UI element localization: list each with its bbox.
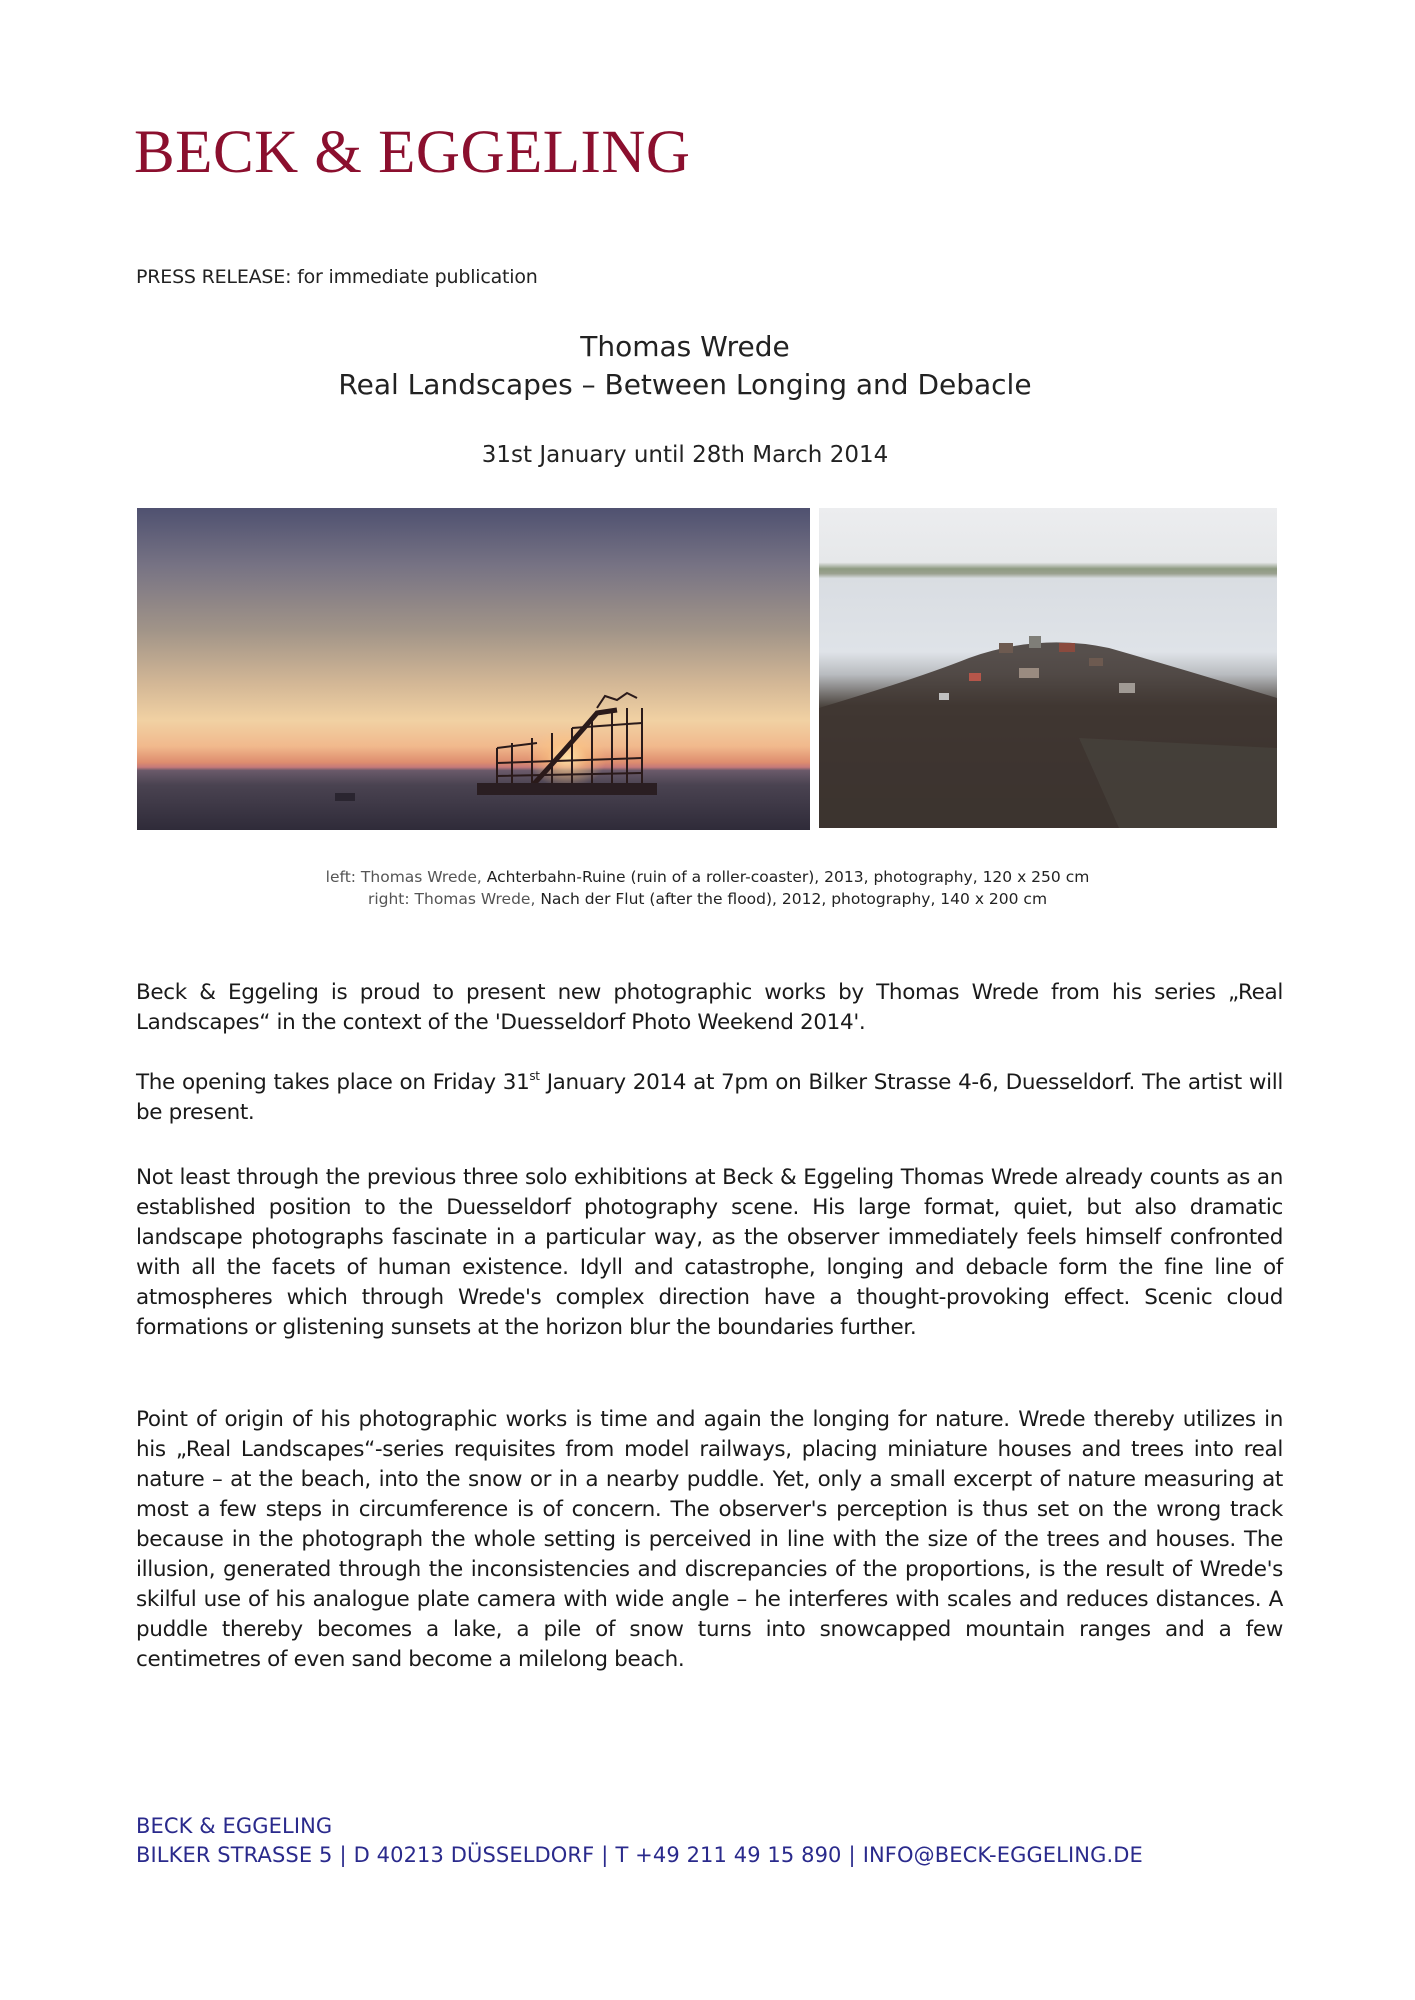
paragraph-method: Point of origin of his photographic works is time and again the longing for nature. Wrede thereby utilizes in his „Real Landscapes“-series requisites from model railways, placing miniature houses and trees into real nature – at the beach, into the snow or in a nearby puddle. Yet, only a small excerpt of nature measuring at most a few steps in circumference is of concern. The observer's perception is thus set on the wrong track because in the photograph the whole setting is perceived in line with the size of the trees and houses. The illusion, generated through the inconsistencies and discrepancies of the proportions, is the result of Wrede's skilful use of his analogue plate camera with wide angle – he interferes with scales and reduces distances. A puddle thereby becomes a lake, a pile of snow turns into snowcapped mountain ranges and a few centimetres of even sand become a milelong beach. (136, 1407, 1283, 1672)
paragraph-artist-position: Not least through the previous three solo exhibitions at Beck & Eggeling Thomas Wrede already counts as an established position to the Duesseldorf photography scene. His large format, quiet, but also dramatic landscape photographs fascinate in a particular way, as the observer immediately feels himself confronted with all the facets of human existence. Idyll and catastrophe, longing and debacle form the fine line of atmospheres which through Wrede's complex direction have a thought-provoking effect. Scenic cloud formations or glistening sunsets at the horizon blur the boundaries further. (136, 1165, 1283, 1340)
caption-left-image (140, 866, 1275, 888)
footer-email-link[interactable]: INFO@BECK-EGGELING.DE (862, 1843, 1143, 1867)
exhibition-title: Real Landscapes – Between Longing and Debacle (338, 368, 1032, 401)
press-release-label: PRESS RELEASE: for immediate publication (136, 266, 538, 288)
caption-left-prefix: left: Thomas Wrede, (325, 868, 487, 886)
opening-text-start: The opening takes place on Friday 31 (136, 1070, 530, 1095)
caption-right-work: Nach der Flut (after the flood), 2012, photography, 140 x 200 cm (540, 890, 1048, 908)
gallery-logo: BECK & EGGELING (134, 119, 691, 186)
exhibition-dates: 31st January until 28th March 2014 (481, 442, 889, 468)
footer-separator: | (339, 1843, 347, 1867)
ordinal-suffix: st (529, 1069, 540, 1083)
photo-after-the-flood (819, 508, 1277, 828)
paragraph-intro: Beck & Eggeling is proud to present new photographic works by Thomas Wrede from his series „Real Landscapes“ in the context of the 'Duesseldorf Photo Weekend 2014'. (136, 980, 1283, 1035)
flood-debris-pile (819, 508, 1277, 828)
roller-coaster-silhouette (477, 688, 677, 798)
opening-text-end: January 2014 at 7pm on Bilker Strasse 4-6, Duesseldorf. The artist will be present. (136, 1070, 1283, 1125)
caption-left-work: Achterbahn-Ruine (ruin of a roller-coaster), 2013, photography, 120 x 250 cm (486, 868, 1090, 886)
footer-company: BECK & EGGELING (136, 1814, 333, 1838)
beach-debris (335, 793, 355, 801)
paragraph-opening (136, 1068, 1283, 1128)
footer-street: BILKER STRASSE 5 (136, 1843, 333, 1867)
footer-contact (136, 1812, 1143, 1870)
artist-name: Thomas Wrede (580, 330, 790, 363)
footer-city: D 40213 DÜSSELDORF (353, 1843, 595, 1867)
footer-address-line (136, 1841, 1143, 1870)
footer-phone[interactable]: T +49 211 49 15 890 (615, 1843, 842, 1867)
footer-separator: | (601, 1843, 609, 1867)
footer-separator: | (848, 1843, 856, 1867)
caption-right-prefix: right: Thomas Wrede, (367, 890, 541, 908)
caption-right-image (140, 888, 1275, 910)
photo-roller-coaster-ruin (137, 508, 810, 830)
